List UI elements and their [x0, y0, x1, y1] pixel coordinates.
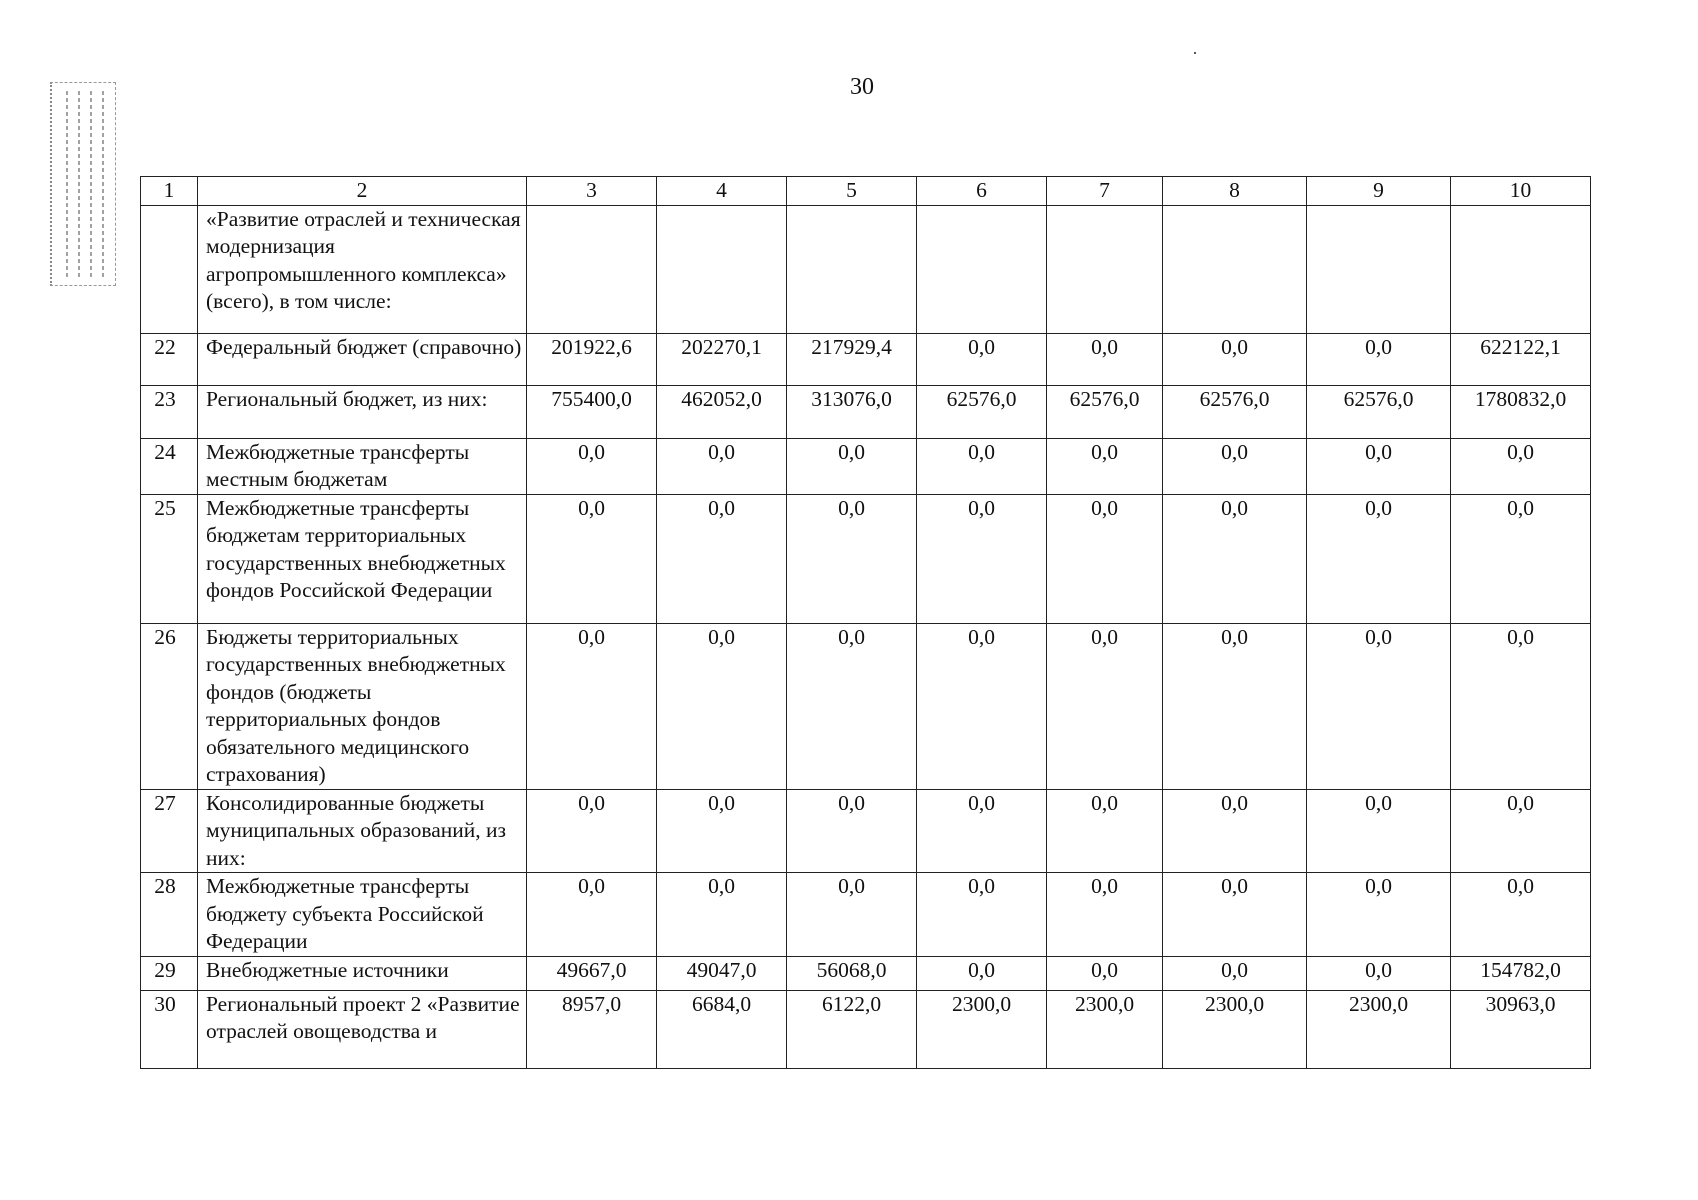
value-cell: 0,0 [527, 438, 657, 494]
table-row [141, 333, 1591, 385]
value-cell: 154782,0 [1451, 956, 1591, 990]
value-cell: 0,0 [787, 789, 917, 873]
value-cell: 217929,4 [787, 333, 917, 385]
value-cell: 313076,0 [787, 385, 917, 438]
value-cell: 0,0 [1307, 873, 1451, 957]
header-row [141, 177, 1591, 206]
value-cell: 0,0 [1307, 956, 1451, 990]
value-cell: 30963,0 [1451, 990, 1591, 1068]
value-cell: 0,0 [1163, 333, 1307, 385]
value-cell: 0,0 [527, 494, 657, 623]
header-cell: 5 [787, 177, 917, 206]
value-cell: 0,0 [1307, 438, 1451, 494]
row-label: Внебюджетные источники [198, 956, 527, 990]
value-cell: 56068,0 [787, 956, 917, 990]
value-cell: 0,0 [657, 873, 787, 957]
value-cell [1047, 205, 1163, 333]
table-row [141, 438, 1591, 494]
value-cell: 62576,0 [1307, 385, 1451, 438]
header-cell: 10 [1451, 177, 1591, 206]
page-number: 30 [850, 74, 874, 100]
table-row [141, 623, 1591, 789]
value-cell: 62576,0 [1047, 385, 1163, 438]
value-cell: 0,0 [1163, 789, 1307, 873]
row-label: Федеральный бюджет (справочно) [198, 333, 527, 385]
value-cell: 0,0 [787, 873, 917, 957]
value-cell: 0,0 [1047, 438, 1163, 494]
value-cell: 0,0 [917, 789, 1047, 873]
table-row [141, 205, 1591, 333]
value-cell: 202270,1 [657, 333, 787, 385]
header-cell: 6 [917, 177, 1047, 206]
row-number: 25 [141, 494, 198, 623]
row-number: 22 [141, 333, 198, 385]
row-number: 30 [141, 990, 198, 1068]
value-cell: 0,0 [1047, 333, 1163, 385]
value-cell: 0,0 [1451, 873, 1591, 957]
row-number: 28 [141, 873, 198, 957]
value-cell: 2300,0 [1163, 990, 1307, 1068]
header-cell: 7 [1047, 177, 1163, 206]
value-cell: 8957,0 [527, 990, 657, 1068]
value-cell: 0,0 [1163, 494, 1307, 623]
value-cell: 49047,0 [657, 956, 787, 990]
value-cell: 2300,0 [1047, 990, 1163, 1068]
value-cell: 0,0 [917, 623, 1047, 789]
registration-stamp [50, 82, 116, 286]
value-cell: 0,0 [1047, 873, 1163, 957]
value-cell [917, 205, 1047, 333]
header-cell: 3 [527, 177, 657, 206]
scan-speck [1194, 52, 1196, 54]
value-cell [527, 205, 657, 333]
header-cell: 9 [1307, 177, 1451, 206]
value-cell: 0,0 [917, 438, 1047, 494]
row-label: Межбюджетные трансферты бюджетам территориальных государственных внебюджетных фондов Российской Федерации [198, 494, 527, 623]
table-row [141, 385, 1591, 438]
value-cell: 0,0 [917, 494, 1047, 623]
row-number: 23 [141, 385, 198, 438]
row-label: Консолидированные бюджеты муниципальных образований, из них: [198, 789, 527, 873]
row-label: Межбюджетные трансферты бюджету субъекта Российской Федерации [198, 873, 527, 957]
row-number [141, 205, 198, 333]
value-cell: 0,0 [1047, 494, 1163, 623]
value-cell: 0,0 [1163, 956, 1307, 990]
row-number: 27 [141, 789, 198, 873]
value-cell: 755400,0 [527, 385, 657, 438]
row-label: Межбюджетные трансферты местным бюджетам [198, 438, 527, 494]
value-cell [657, 205, 787, 333]
value-cell: 62576,0 [1163, 385, 1307, 438]
value-cell: 2300,0 [917, 990, 1047, 1068]
value-cell: 0,0 [917, 333, 1047, 385]
table-row [141, 873, 1591, 957]
value-cell [1307, 205, 1451, 333]
value-cell [787, 205, 917, 333]
table-row [141, 990, 1591, 1068]
row-number: 29 [141, 956, 198, 990]
value-cell: 0,0 [917, 873, 1047, 957]
value-cell: 0,0 [527, 789, 657, 873]
value-cell: 0,0 [657, 494, 787, 623]
value-cell: 622122,1 [1451, 333, 1591, 385]
value-cell: 0,0 [527, 623, 657, 789]
value-cell: 62576,0 [917, 385, 1047, 438]
value-cell: 0,0 [1307, 494, 1451, 623]
value-cell: 0,0 [1451, 789, 1591, 873]
value-cell: 1780832,0 [1451, 385, 1591, 438]
value-cell: 0,0 [527, 873, 657, 957]
row-label: Региональный проект 2 «Развитие отраслей овощеводства и [198, 990, 527, 1068]
value-cell [1163, 205, 1307, 333]
value-cell: 0,0 [1047, 956, 1163, 990]
value-cell: 0,0 [787, 623, 917, 789]
row-label: Бюджеты территориальных государственных внебюджетных фондов (бюджеты территориальных фондов обязательного медицинского страхования) [198, 623, 527, 789]
value-cell: 0,0 [1307, 789, 1451, 873]
value-cell: 0,0 [1307, 333, 1451, 385]
row-label: Региональный бюджет, из них: [198, 385, 527, 438]
value-cell: 0,0 [787, 438, 917, 494]
value-cell: 0,0 [1047, 789, 1163, 873]
value-cell: 0,0 [1047, 623, 1163, 789]
budget-table [140, 176, 1591, 1069]
value-cell: 0,0 [657, 438, 787, 494]
row-label: «Развитие отраслей и техническая модернизация агропромышленного комплекса» (всего), в том числе: [198, 205, 527, 333]
header-cell: 1 [141, 177, 198, 206]
value-cell: 0,0 [1451, 494, 1591, 623]
value-cell: 462052,0 [657, 385, 787, 438]
value-cell: 0,0 [787, 494, 917, 623]
value-cell: 0,0 [657, 623, 787, 789]
header-cell: 2 [198, 177, 527, 206]
value-cell: 0,0 [1307, 623, 1451, 789]
value-cell: 0,0 [1163, 623, 1307, 789]
value-cell: 0,0 [657, 789, 787, 873]
value-cell: 0,0 [1451, 623, 1591, 789]
table-row [141, 789, 1591, 873]
header-cell: 4 [657, 177, 787, 206]
header-cell: 8 [1163, 177, 1307, 206]
value-cell: 0,0 [1163, 438, 1307, 494]
value-cell [1451, 205, 1591, 333]
value-cell: 6122,0 [787, 990, 917, 1068]
row-number: 26 [141, 623, 198, 789]
value-cell: 2300,0 [1307, 990, 1451, 1068]
value-cell: 0,0 [917, 956, 1047, 990]
value-cell: 0,0 [1451, 438, 1591, 494]
value-cell: 0,0 [1163, 873, 1307, 957]
row-number: 24 [141, 438, 198, 494]
value-cell: 201922,6 [527, 333, 657, 385]
value-cell: 6684,0 [657, 990, 787, 1068]
table-row [141, 956, 1591, 990]
value-cell: 49667,0 [527, 956, 657, 990]
table-row [141, 494, 1591, 623]
